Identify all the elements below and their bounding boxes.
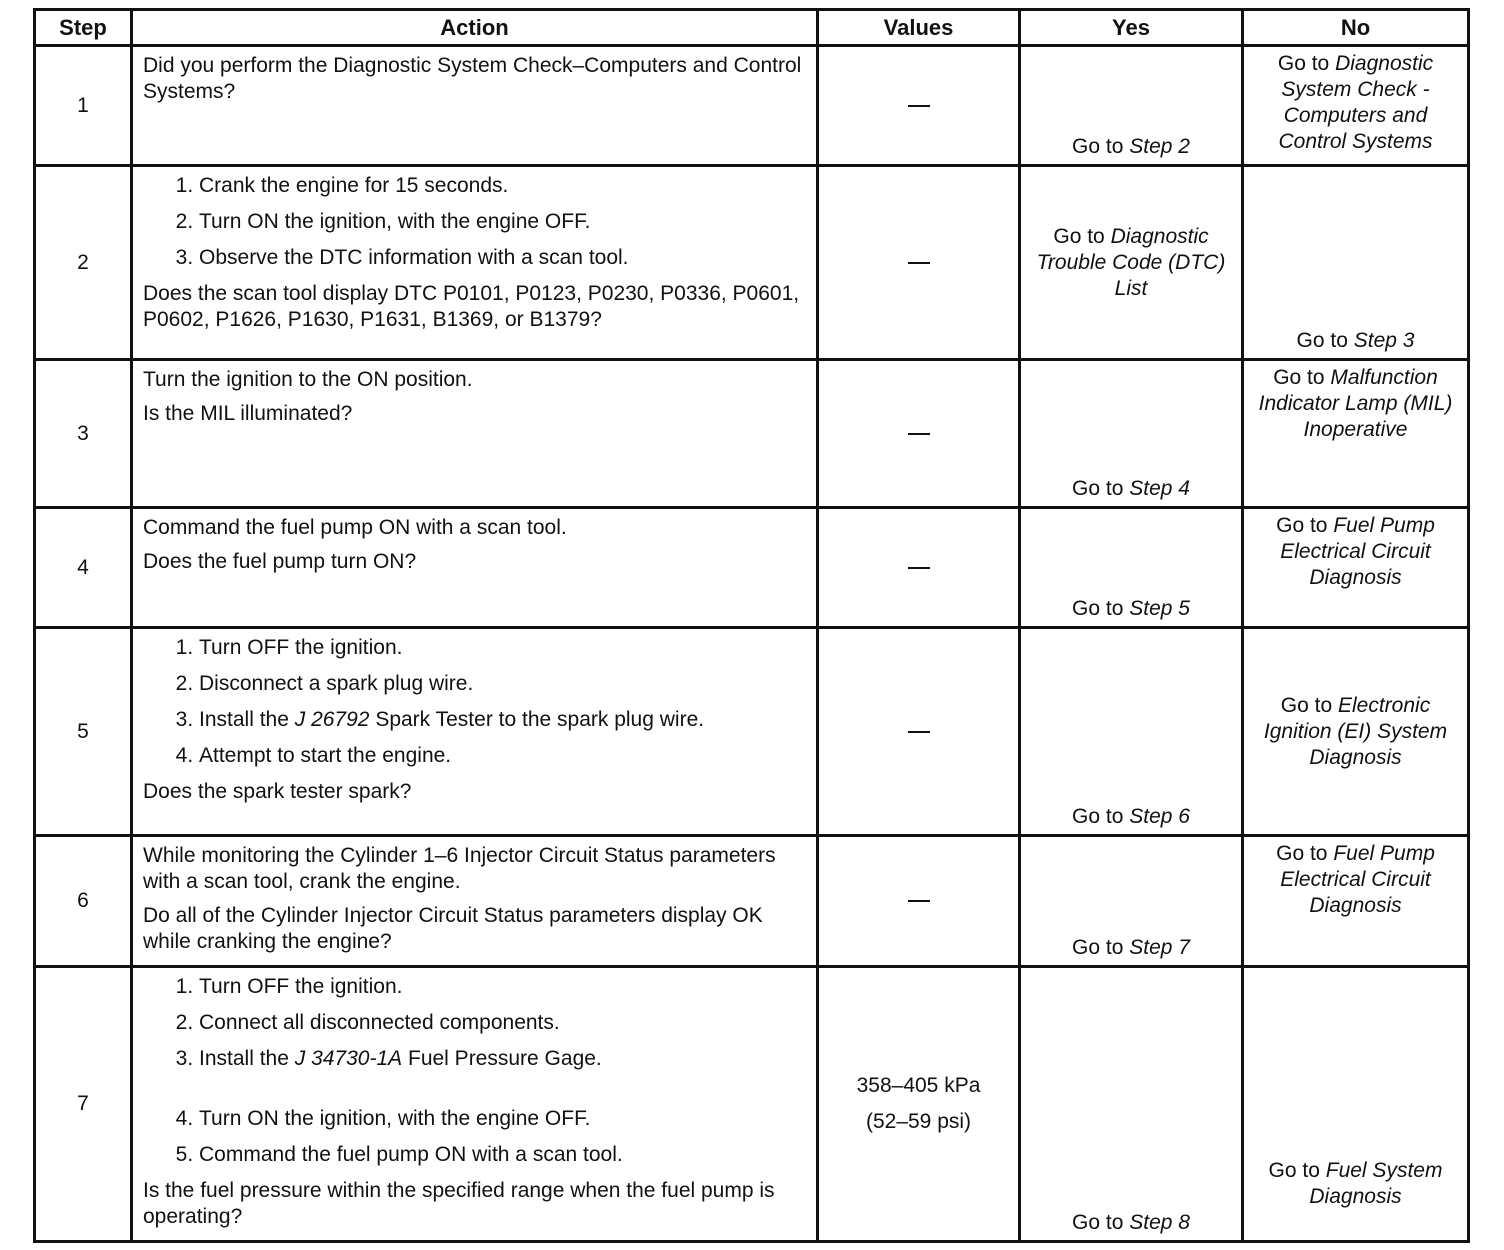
list-item: 2. Disconnect a spark plug wire. <box>199 671 806 697</box>
step-number: 2 <box>35 166 132 360</box>
action-text: Turn the ignition to the ON position. <box>143 368 473 391</box>
list-item: 3. Install the J 34730-1A Fuel Pressure Gage. <box>199 1046 806 1072</box>
list-item: 4. Attempt to start the engine. <box>199 743 806 769</box>
dash-mark <box>908 433 930 435</box>
values-cell <box>818 836 1020 967</box>
header-yes: Yes <box>1020 10 1243 46</box>
header-action: Action <box>132 10 818 46</box>
table-row <box>35 508 1469 628</box>
table-row <box>35 166 1469 360</box>
action-cell <box>132 360 818 508</box>
yes-cell: Go to Step 2 <box>1020 46 1243 166</box>
no-cell: Go to Step 3 <box>1243 166 1469 360</box>
yes-target: Step 4 <box>1129 477 1190 500</box>
no-target: Electronic Ignition (EI) System Diagnosis <box>1263 693 1448 769</box>
no-target: Fuel Pump Electrical Circuit Diagnosis <box>1280 842 1435 917</box>
values-cell <box>818 967 1020 1242</box>
step-number: 6 <box>35 836 132 967</box>
header-values: Values <box>818 10 1020 46</box>
no-cell: Go to Malfunction Indicator Lamp (MIL) Inoperative <box>1243 360 1469 508</box>
step-number: 4 <box>35 508 132 628</box>
yes-target: Diagnostic Trouble Code (DTC) List <box>1036 224 1226 300</box>
yes-cell: Go to Step 7 <box>1020 836 1243 967</box>
no-cell: Go to Fuel Pump Electrical Circuit Diagnosis <box>1243 836 1469 967</box>
action-cell <box>132 508 818 628</box>
yes-target: Step 6 <box>1129 805 1190 828</box>
values-cell <box>818 46 1020 166</box>
values-cell <box>818 360 1020 508</box>
list-item: 5. Command the fuel pump ON with a scan tool. <box>199 1142 806 1168</box>
diagnostic-table <box>33 8 1470 1243</box>
yes-cell: Go to Step 4 <box>1020 360 1243 508</box>
action-question: Is the fuel pressure within the specified range when the fuel pump is operating? <box>143 1179 775 1228</box>
no-target: Fuel System Diagnosis <box>1309 1159 1443 1208</box>
action-list <box>143 974 806 1168</box>
list-item: 3. Observe the DTC information with a scan tool. <box>199 245 806 271</box>
table-row <box>35 360 1469 508</box>
action-question: Is the MIL illuminated? <box>143 402 353 425</box>
action-cell <box>132 166 818 360</box>
action-list <box>143 173 806 271</box>
table-row <box>35 46 1469 166</box>
header-no: No <box>1243 10 1469 46</box>
no-cell: Go to Diagnostic System Check - Computers and Control Systems <box>1243 46 1469 166</box>
action-text: Command the fuel pump ON with a scan tool. <box>143 516 567 539</box>
header-step: Step <box>35 10 132 46</box>
step-number: 1 <box>35 46 132 166</box>
table-row <box>35 628 1469 836</box>
pressure-kpa: 358–405 kPa <box>856 1074 981 1097</box>
yes-cell: Go to Diagnostic Trouble Code (DTC) List <box>1020 166 1243 360</box>
list-item: 4. Turn ON the ignition, with the engine OFF. <box>199 1106 806 1132</box>
yes-cell: Go to Step 5 <box>1020 508 1243 628</box>
values-cell <box>818 166 1020 360</box>
dash-mark <box>908 105 930 107</box>
action-question: Did you perform the Diagnostic System Check–Computers and Control Systems? <box>143 54 802 103</box>
action-question: Do all of the Cylinder Injector Circuit Status parameters display OK while cranking the engine? <box>143 904 763 953</box>
table-row <box>35 967 1469 1242</box>
no-target: Fuel Pump Electrical Circuit Diagnosis <box>1280 514 1435 589</box>
yes-target: Step 7 <box>1129 936 1190 959</box>
no-cell: Go to Electronic Ignition (EI) System Diagnosis <box>1243 628 1469 836</box>
step-number: 3 <box>35 360 132 508</box>
action-question: Does the scan tool display DTC P0101, P0123, P0230, P0336, P0601, P0602, P1626, P1630, P1631, B1369, or B1379? <box>143 282 800 331</box>
values-cell <box>818 508 1020 628</box>
action-question: Does the spark tester spark? <box>143 780 412 803</box>
no-cell: Go to Fuel Pump Electrical Circuit Diagnosis <box>1243 508 1469 628</box>
list-item: 2. Turn ON the ignition, with the engine OFF. <box>199 209 806 235</box>
no-target: Malfunction Indicator Lamp (MIL) Inoperative <box>1258 366 1453 441</box>
list-item: 3. Install the J 26792 Spark Tester to the spark plug wire. <box>199 707 806 733</box>
table-row <box>35 836 1469 967</box>
action-cell <box>132 628 818 836</box>
values-cell <box>818 628 1020 836</box>
action-list <box>143 635 806 769</box>
no-cell: Go to Fuel System Diagnosis <box>1243 967 1469 1242</box>
list-item: 1. Crank the engine for 15 seconds. <box>199 173 806 199</box>
dash-mark <box>908 900 930 902</box>
pressure-psi: (52–59 psi) <box>865 1110 972 1133</box>
yes-target: Step 8 <box>1129 1211 1190 1234</box>
step-number: 7 <box>35 967 132 1242</box>
dash-mark <box>908 262 930 264</box>
no-target: Step 3 <box>1353 329 1415 352</box>
list-item: 1. Turn OFF the ignition. <box>199 974 806 1000</box>
dash-mark <box>908 731 930 733</box>
action-cell <box>132 836 818 967</box>
header-row <box>35 10 1469 46</box>
yes-cell: Go to Step 8 <box>1020 967 1243 1242</box>
yes-cell: Go to Step 6 <box>1020 628 1243 836</box>
tool-number: J 34730-1A <box>294 1047 403 1070</box>
list-item: 1. Turn OFF the ignition. <box>199 635 806 661</box>
action-cell <box>132 967 818 1242</box>
action-question: Does the fuel pump turn ON? <box>143 550 417 573</box>
tool-number: J 26792 <box>294 708 370 731</box>
no-target: Diagnostic System Check - Computers and Control Systems <box>1278 52 1434 153</box>
dash-mark <box>908 567 930 569</box>
action-text: While monitoring the Cylinder 1–6 Injector Circuit Status parameters with a scan tool, crank the engine. <box>143 844 776 893</box>
list-item: 2. Connect all disconnected components. <box>199 1010 806 1036</box>
yes-target: Step 5 <box>1129 597 1190 620</box>
step-number: 5 <box>35 628 132 836</box>
yes-target: Step 2 <box>1129 135 1190 158</box>
action-cell <box>132 46 818 166</box>
